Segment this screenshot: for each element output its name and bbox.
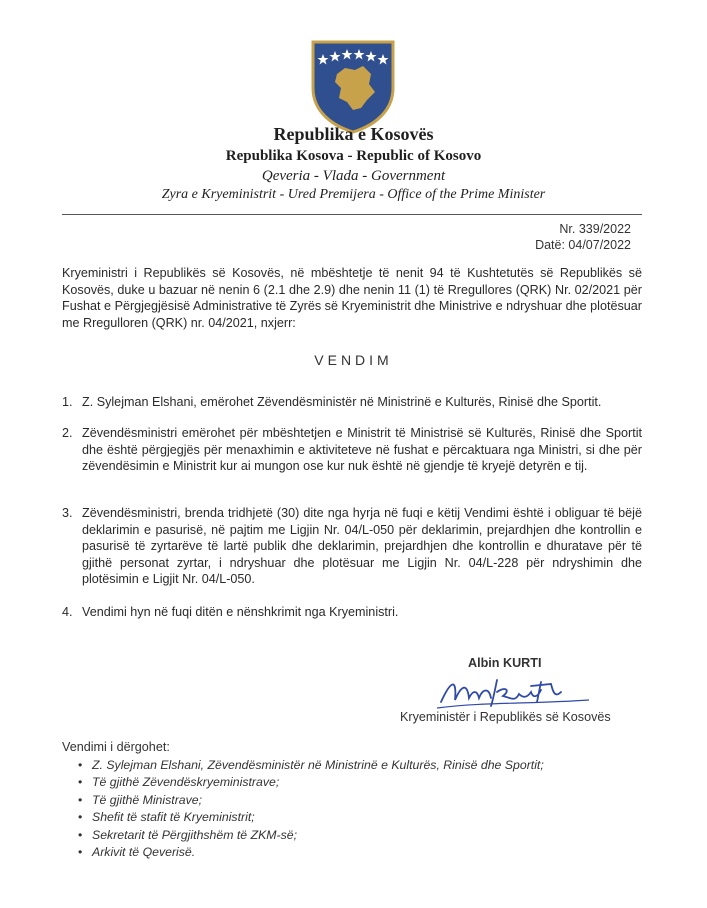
handwritten-signature — [433, 672, 593, 712]
list-item: • Të gjithë Zëvendëskryeministrave; — [78, 774, 544, 791]
office-line: Zyra e Kryeministrit - Ured Premijera - Office of the Prime Minister — [161, 187, 546, 202]
bullet-icon: • — [78, 758, 83, 772]
item-text: Vendimi hyn në fuqi ditën e nënshkrimit nga Kryeministri. — [82, 605, 399, 619]
distribution-label: Vendimi i dërgohet: — [62, 740, 170, 754]
government-line: Qeveria - Vlada - Government — [261, 168, 446, 184]
bullet-icon: • — [78, 792, 83, 807]
kosovo-coat-of-arms-icon — [309, 38, 397, 134]
item-text: Zëvendësministri, brenda tridhjetë (30) dite nga hyrja në fuqi e këtij Vendimi është i obliguar të bëjë deklarimin e pasurisë, në pajtim me Ligjin Nr. 04/L-050 për deklarimin, prejardhjen dhe kontrollin e pasurisë të zyrtarëve të lartë publik dhe deklarimin, prejardhjen dhe kontrollin e dhuratave për të gjithë personat zyrtar, i ndryshuar dhe plotësuar me Ligjin Nr. 04/L-228 për ndryshimin dhe plotësimin e Ligjit Nr. 04/L-050. — [82, 506, 642, 587]
list-item: • Z. Sylejman Elshani, Zëvendësministër në Ministrinë e Kulturës, Rinisë dhe Sportit; — [78, 757, 544, 774]
signatory-name: Albin KURTI — [468, 656, 542, 670]
document-number: Nr. 339/2022 — [559, 222, 631, 236]
intro-paragraph: Kryeministri i Republikës së Kosovës, në mbështetje të nenit 94 të Kushtetutës së Republikës së Kosovës, duke u bazuar në nenin 6 (2.1 dhe 2.9) dhe nenin 11 (1) të Rregullores (QRK) Nr. 02/2021 për Fushat e Përgjegjësisë Administrative të Zyrës së Kryeministrit dhe Ministrive e ndryshuar dhe plotësuar me Rregulloren (QRK) nr. 04/2021, nxjerr: — [62, 266, 642, 330]
item-number: 4. — [62, 605, 73, 619]
list-item: • Arkivit të Qeverisë. — [78, 844, 544, 861]
item-number: 2. — [62, 426, 73, 440]
item-number: 3. — [62, 506, 73, 520]
signatory-role: Kryeministër i Republikës së Kosovës — [400, 710, 611, 724]
bullet-icon: • — [78, 775, 83, 790]
republic-title: Republika e Kosovës — [273, 124, 434, 144]
list-item: • Shefit të stafit të Kryeministrit; — [78, 809, 544, 826]
item-text: Z. Sylejman Elshani, emërohet Zëvendësministër në Ministrinë e Kulturës, Rinisë dhe Sportit. — [82, 395, 602, 409]
document-date: Datë: 04/07/2022 — [535, 238, 631, 252]
bullet-icon: • — [78, 827, 83, 842]
bullet-icon: • — [78, 810, 83, 825]
list-item: • Të gjithë Ministrave; — [78, 792, 544, 809]
header-divider — [62, 214, 642, 215]
list-item: • Sekretarit të Përgjithshëm të ZKM-së; — [78, 827, 544, 844]
item-number: 1. — [62, 395, 73, 409]
item-text: Zëvendësministri emërohet për mbështetjen e Ministrit të Ministrisë së Kulturës, Rinisë dhe Sportit dhe është përgjegjës për menaxhimin e aktiviteteve në fushat e përcaktuara nga Ministri, si dhe për zëvendësimin e Ministrit kur ai mungon ose kur nuk është në gjendje të kryejë detyrën e tij. — [82, 426, 642, 474]
republic-subtitle: Republika Kosova - Republic of Kosovo — [225, 148, 482, 164]
decision-title: VENDIM — [314, 352, 393, 368]
distribution-list — [78, 757, 544, 861]
bullet-icon: • — [78, 845, 83, 860]
